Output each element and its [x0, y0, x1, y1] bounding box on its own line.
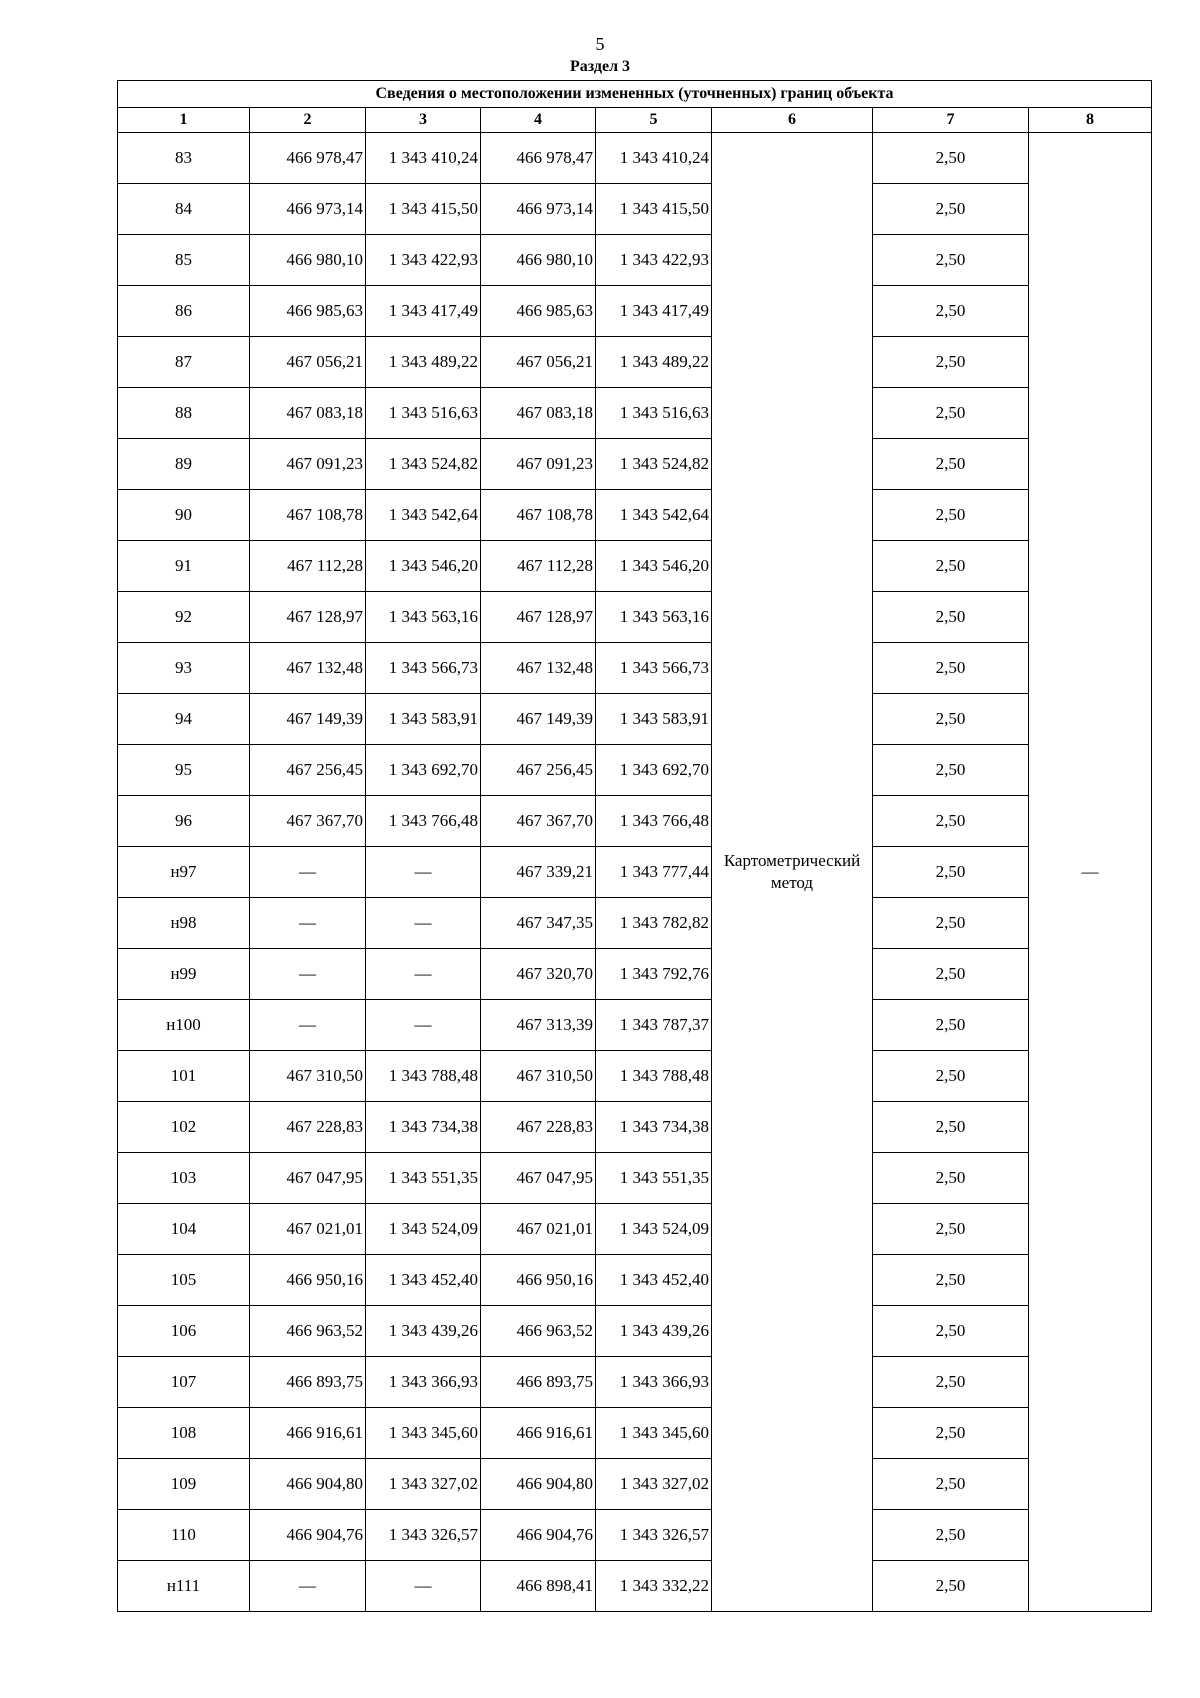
- old-y-cell: —: [366, 1561, 481, 1612]
- new-x-cell: 467 367,70: [481, 796, 596, 847]
- table-caption: Сведения о местоположении измененных (уточненных) границ объекта: [118, 81, 1152, 108]
- old-x-cell: —: [250, 1000, 366, 1051]
- table-row: [118, 1000, 1152, 1051]
- point-number-cell: 83: [118, 133, 250, 184]
- new-y-cell: 1 343 524,82: [596, 439, 712, 490]
- new-y-cell: 1 343 546,20: [596, 541, 712, 592]
- new-x-cell: 467 047,95: [481, 1153, 596, 1204]
- table-row: [118, 1408, 1152, 1459]
- new-x-cell: 466 973,14: [481, 184, 596, 235]
- accuracy-cell: 2,50: [873, 694, 1029, 745]
- table-row: [118, 898, 1152, 949]
- point-number-cell: 93: [118, 643, 250, 694]
- point-number-cell: 91: [118, 541, 250, 592]
- accuracy-cell: 2,50: [873, 1051, 1029, 1102]
- table-row: [118, 133, 1152, 184]
- accuracy-cell: 2,50: [873, 541, 1029, 592]
- point-number-cell: 103: [118, 1153, 250, 1204]
- point-number-cell: 86: [118, 286, 250, 337]
- new-x-cell: 466 963,52: [481, 1306, 596, 1357]
- old-x-cell: —: [250, 949, 366, 1000]
- accuracy-cell: 2,50: [873, 643, 1029, 694]
- point-number-cell: н100: [118, 1000, 250, 1051]
- old-x-cell: —: [250, 898, 366, 949]
- old-x-cell: 466 916,61: [250, 1408, 366, 1459]
- point-number-cell: н98: [118, 898, 250, 949]
- old-x-cell: 467 367,70: [250, 796, 366, 847]
- old-x-cell: 467 056,21: [250, 337, 366, 388]
- old-y-cell: 1 343 326,57: [366, 1510, 481, 1561]
- old-x-cell: 467 091,23: [250, 439, 366, 490]
- table-row: [118, 1153, 1152, 1204]
- new-x-cell: 466 978,47: [481, 133, 596, 184]
- accuracy-cell: 2,50: [873, 286, 1029, 337]
- table-row: [118, 694, 1152, 745]
- old-y-cell: 1 343 345,60: [366, 1408, 481, 1459]
- old-x-cell: 467 021,01: [250, 1204, 366, 1255]
- point-number-cell: 87: [118, 337, 250, 388]
- old-y-cell: 1 343 524,09: [366, 1204, 481, 1255]
- table-row: [118, 1306, 1152, 1357]
- table-row: [118, 847, 1152, 898]
- column-header-6: 6: [712, 108, 873, 133]
- new-y-cell: 1 343 489,22: [596, 337, 712, 388]
- old-y-cell: 1 343 566,73: [366, 643, 481, 694]
- old-x-cell: 466 904,80: [250, 1459, 366, 1510]
- new-x-cell: 466 893,75: [481, 1357, 596, 1408]
- new-y-cell: 1 343 542,64: [596, 490, 712, 541]
- old-x-cell: 466 893,75: [250, 1357, 366, 1408]
- new-y-cell: 1 343 452,40: [596, 1255, 712, 1306]
- accuracy-cell: 2,50: [873, 1255, 1029, 1306]
- old-x-cell: 467 132,48: [250, 643, 366, 694]
- table-row: [118, 388, 1152, 439]
- accuracy-cell: 2,50: [873, 337, 1029, 388]
- old-y-cell: 1 343 417,49: [366, 286, 481, 337]
- new-x-cell: 466 904,76: [481, 1510, 596, 1561]
- new-y-cell: 1 343 551,35: [596, 1153, 712, 1204]
- new-y-cell: 1 343 327,02: [596, 1459, 712, 1510]
- new-x-cell: 466 904,80: [481, 1459, 596, 1510]
- new-y-cell: 1 343 766,48: [596, 796, 712, 847]
- point-number-cell: н97: [118, 847, 250, 898]
- accuracy-cell: 2,50: [873, 1459, 1029, 1510]
- new-y-cell: 1 343 326,57: [596, 1510, 712, 1561]
- new-y-cell: 1 343 563,16: [596, 592, 712, 643]
- old-x-cell: 466 985,63: [250, 286, 366, 337]
- old-x-cell: 466 980,10: [250, 235, 366, 286]
- new-y-cell: 1 343 777,44: [596, 847, 712, 898]
- table-row: [118, 592, 1152, 643]
- column-header-3: 3: [366, 108, 481, 133]
- new-y-cell: 1 343 787,37: [596, 1000, 712, 1051]
- table-row: [118, 1510, 1152, 1561]
- old-y-cell: —: [366, 1000, 481, 1051]
- point-number-cell: 102: [118, 1102, 250, 1153]
- new-y-cell: 1 343 734,38: [596, 1102, 712, 1153]
- new-y-cell: 1 343 516,63: [596, 388, 712, 439]
- new-x-cell: 467 320,70: [481, 949, 596, 1000]
- old-x-cell: 466 978,47: [250, 133, 366, 184]
- boundary-coordinates-table: [117, 80, 1152, 1612]
- accuracy-cell: 2,50: [873, 1306, 1029, 1357]
- table-row: [118, 643, 1152, 694]
- old-x-cell: 466 904,76: [250, 1510, 366, 1561]
- new-x-cell: 467 256,45: [481, 745, 596, 796]
- new-x-cell: 467 347,35: [481, 898, 596, 949]
- old-y-cell: 1 343 422,93: [366, 235, 481, 286]
- new-x-cell: 467 310,50: [481, 1051, 596, 1102]
- table-row: [118, 541, 1152, 592]
- table-row: [118, 1561, 1152, 1612]
- point-number-cell: 108: [118, 1408, 250, 1459]
- accuracy-cell: 2,50: [873, 1153, 1029, 1204]
- old-x-cell: 466 950,16: [250, 1255, 366, 1306]
- note-cell: —: [1029, 133, 1152, 1612]
- new-y-cell: 1 343 439,26: [596, 1306, 712, 1357]
- point-number-cell: 85: [118, 235, 250, 286]
- old-x-cell: 467 128,97: [250, 592, 366, 643]
- old-y-cell: 1 343 542,64: [366, 490, 481, 541]
- new-x-cell: 467 021,01: [481, 1204, 596, 1255]
- accuracy-cell: 2,50: [873, 796, 1029, 847]
- table-row: [118, 1051, 1152, 1102]
- column-header-5: 5: [596, 108, 712, 133]
- new-y-cell: 1 343 792,76: [596, 949, 712, 1000]
- old-y-cell: 1 343 516,63: [366, 388, 481, 439]
- table-row: [118, 1357, 1152, 1408]
- new-x-cell: 467 313,39: [481, 1000, 596, 1051]
- old-x-cell: 467 108,78: [250, 490, 366, 541]
- old-x-cell: 467 047,95: [250, 1153, 366, 1204]
- point-number-cell: 107: [118, 1357, 250, 1408]
- old-y-cell: 1 343 546,20: [366, 541, 481, 592]
- point-number-cell: 90: [118, 490, 250, 541]
- table-row: [118, 1459, 1152, 1510]
- new-x-cell: 467 149,39: [481, 694, 596, 745]
- accuracy-cell: 2,50: [873, 1561, 1029, 1612]
- new-y-cell: 1 343 692,70: [596, 745, 712, 796]
- new-y-cell: 1 343 566,73: [596, 643, 712, 694]
- new-x-cell: 467 108,78: [481, 490, 596, 541]
- old-y-cell: —: [366, 847, 481, 898]
- new-y-cell: 1 343 410,24: [596, 133, 712, 184]
- old-x-cell: 466 973,14: [250, 184, 366, 235]
- point-number-cell: 104: [118, 1204, 250, 1255]
- old-y-cell: 1 343 366,93: [366, 1357, 481, 1408]
- accuracy-cell: 2,50: [873, 1000, 1029, 1051]
- new-y-cell: 1 343 583,91: [596, 694, 712, 745]
- point-number-cell: 88: [118, 388, 250, 439]
- point-number-cell: 94: [118, 694, 250, 745]
- old-x-cell: 467 256,45: [250, 745, 366, 796]
- new-x-cell: 467 091,23: [481, 439, 596, 490]
- accuracy-cell: 2,50: [873, 1408, 1029, 1459]
- point-number-cell: 106: [118, 1306, 250, 1357]
- old-y-cell: 1 343 452,40: [366, 1255, 481, 1306]
- new-y-cell: 1 343 422,93: [596, 235, 712, 286]
- old-x-cell: 467 083,18: [250, 388, 366, 439]
- table-row: [118, 1255, 1152, 1306]
- old-y-cell: 1 343 327,02: [366, 1459, 481, 1510]
- new-x-cell: 467 132,48: [481, 643, 596, 694]
- new-x-cell: 466 980,10: [481, 235, 596, 286]
- table-row: [118, 439, 1152, 490]
- accuracy-cell: 2,50: [873, 949, 1029, 1000]
- column-header-7: 7: [873, 108, 1029, 133]
- accuracy-cell: 2,50: [873, 745, 1029, 796]
- accuracy-cell: 2,50: [873, 898, 1029, 949]
- new-x-cell: 466 985,63: [481, 286, 596, 337]
- new-x-cell: 467 128,97: [481, 592, 596, 643]
- point-number-cell: 101: [118, 1051, 250, 1102]
- accuracy-cell: 2,50: [873, 1357, 1029, 1408]
- point-number-cell: 96: [118, 796, 250, 847]
- old-y-cell: 1 343 489,22: [366, 337, 481, 388]
- point-number-cell: 89: [118, 439, 250, 490]
- old-y-cell: 1 343 524,82: [366, 439, 481, 490]
- table-row: [118, 490, 1152, 541]
- new-y-cell: 1 343 366,93: [596, 1357, 712, 1408]
- table-row: [118, 184, 1152, 235]
- old-y-cell: 1 343 692,70: [366, 745, 481, 796]
- accuracy-cell: 2,50: [873, 1102, 1029, 1153]
- table-row: [118, 949, 1152, 1000]
- old-y-cell: 1 343 551,35: [366, 1153, 481, 1204]
- new-x-cell: 467 056,21: [481, 337, 596, 388]
- new-y-cell: 1 343 332,22: [596, 1561, 712, 1612]
- table-row: [118, 796, 1152, 847]
- table-row: [118, 745, 1152, 796]
- old-y-cell: 1 343 439,26: [366, 1306, 481, 1357]
- new-x-cell: 466 950,16: [481, 1255, 596, 1306]
- column-header-1: 1: [118, 108, 250, 133]
- point-number-cell: н99: [118, 949, 250, 1000]
- old-x-cell: —: [250, 1561, 366, 1612]
- point-number-cell: 105: [118, 1255, 250, 1306]
- column-header-2: 2: [250, 108, 366, 133]
- accuracy-cell: 2,50: [873, 184, 1029, 235]
- old-y-cell: 1 343 788,48: [366, 1051, 481, 1102]
- old-x-cell: 467 112,28: [250, 541, 366, 592]
- new-x-cell: 466 898,41: [481, 1561, 596, 1612]
- old-x-cell: 467 149,39: [250, 694, 366, 745]
- accuracy-cell: 2,50: [873, 592, 1029, 643]
- new-x-cell: 467 112,28: [481, 541, 596, 592]
- new-x-cell: 467 339,21: [481, 847, 596, 898]
- point-number-cell: н111: [118, 1561, 250, 1612]
- new-x-cell: 466 916,61: [481, 1408, 596, 1459]
- table-row: [118, 337, 1152, 388]
- point-number-cell: 110: [118, 1510, 250, 1561]
- old-x-cell: 467 228,83: [250, 1102, 366, 1153]
- old-x-cell: 467 310,50: [250, 1051, 366, 1102]
- column-header-8: 8: [1029, 108, 1152, 133]
- accuracy-cell: 2,50: [873, 847, 1029, 898]
- new-y-cell: 1 343 415,50: [596, 184, 712, 235]
- point-number-cell: 84: [118, 184, 250, 235]
- column-header-4: 4: [481, 108, 596, 133]
- point-number-cell: 92: [118, 592, 250, 643]
- old-y-cell: 1 343 410,24: [366, 133, 481, 184]
- old-y-cell: 1 343 415,50: [366, 184, 481, 235]
- new-y-cell: 1 343 524,09: [596, 1204, 712, 1255]
- accuracy-cell: 2,50: [873, 439, 1029, 490]
- page-number: 5: [595, 34, 605, 54]
- accuracy-cell: 2,50: [873, 490, 1029, 541]
- new-x-cell: 467 083,18: [481, 388, 596, 439]
- new-y-cell: 1 343 345,60: [596, 1408, 712, 1459]
- accuracy-cell: 2,50: [873, 235, 1029, 286]
- old-x-cell: —: [250, 847, 366, 898]
- old-x-cell: 466 963,52: [250, 1306, 366, 1357]
- new-y-cell: 1 343 417,49: [596, 286, 712, 337]
- new-y-cell: 1 343 782,82: [596, 898, 712, 949]
- point-number-cell: 95: [118, 745, 250, 796]
- accuracy-cell: 2,50: [873, 1510, 1029, 1561]
- accuracy-cell: 2,50: [873, 133, 1029, 184]
- old-y-cell: 1 343 766,48: [366, 796, 481, 847]
- point-number-cell: 109: [118, 1459, 250, 1510]
- new-y-cell: 1 343 788,48: [596, 1051, 712, 1102]
- accuracy-cell: 2,50: [873, 388, 1029, 439]
- old-y-cell: 1 343 583,91: [366, 694, 481, 745]
- table-row: [118, 1204, 1152, 1255]
- table-row: [118, 286, 1152, 337]
- accuracy-cell: 2,50: [873, 1204, 1029, 1255]
- section-title: Раздел 3: [569, 58, 631, 75]
- old-y-cell: 1 343 563,16: [366, 592, 481, 643]
- new-x-cell: 467 228,83: [481, 1102, 596, 1153]
- old-y-cell: 1 343 734,38: [366, 1102, 481, 1153]
- method-cell: Картометрический метод: [712, 133, 873, 1612]
- old-y-cell: —: [366, 949, 481, 1000]
- old-y-cell: —: [366, 898, 481, 949]
- table-row: [118, 235, 1152, 286]
- table-row: [118, 1102, 1152, 1153]
